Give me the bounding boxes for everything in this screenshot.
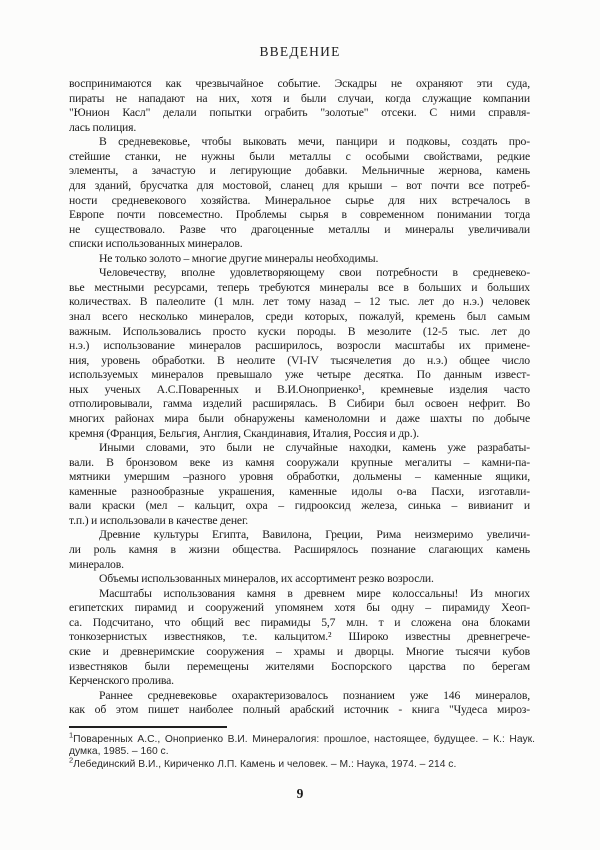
text-line: Масштабы использования камня в древнем мире колоссальны! Из многих bbox=[99, 586, 530, 600]
text-line: используемых минералов превышало уже четыре десятка. По данным извест- bbox=[69, 368, 530, 382]
text-line: н.э.) использование минералов расширилось, возросли масштабы их примене- bbox=[69, 339, 530, 353]
page-heading: ВВЕДЕНИЕ bbox=[259, 44, 341, 59]
text-line: кремня (Франция, Бельгия, Англия, Скандинавия, Италия, Россия и др.). bbox=[69, 426, 420, 440]
text-line: не существовало. Разве что драгоценные металлы и минералы увеличивали bbox=[69, 222, 530, 236]
footnote-marker: 2 bbox=[69, 755, 74, 765]
text-line: "Юнион Касл" делали попытки ограбить "золотые" отсеки. С ними справля- bbox=[69, 106, 530, 120]
footnotes-section bbox=[69, 730, 535, 771]
text-line: для зданий, брусчатка для мостовой, сланец для крыши – вот почти все потреб- bbox=[69, 178, 530, 192]
text-line: ли роль камня в жизни общества. Расширялось познание слагающих камень bbox=[69, 543, 530, 556]
footnote-marker: 1 bbox=[69, 730, 74, 740]
page-number: 9 bbox=[296, 786, 304, 801]
text-line: пираты не нападают на них, хотя и были случаи, когда служащие компании bbox=[69, 91, 530, 105]
body-text bbox=[69, 77, 530, 718]
text-line: Раннее средневековье охарактеризовалось познанием уже 146 минералов, bbox=[99, 688, 530, 702]
text-line: списки использованных минералов. bbox=[69, 237, 243, 251]
text-line: тонкозернистых известняков, т.е. кальцитом.² Широко известны древнегрече- bbox=[69, 630, 530, 644]
text-line: вали краски (мел – кальцит, охра – гидрооксид железа, синька – вивианит и bbox=[69, 499, 530, 513]
text-line: Не только золото – многие другие минералы необходимы. bbox=[99, 251, 379, 265]
text-line: мятники умершим –разного уровня обработки, дольмены – каменные ящики, bbox=[69, 470, 530, 484]
text-line: Иными словами, это были не случайные находки, камень уже разрабаты- bbox=[99, 441, 530, 455]
text-line: как об этом пишет наиболее полный арабский источник - книга "Чудеса мироз- bbox=[69, 703, 530, 717]
text-line: В средневековье, чтобы выковать мечи, панцири и подковы, создать про- bbox=[99, 135, 530, 149]
text-line: египетских пирамид и сооружений упомянем хотя бы одну – пирамиду Хеоп- bbox=[69, 601, 530, 615]
text-line: минералов. bbox=[69, 557, 124, 571]
text-line: стейшие станки, не нужны были металлы с особыми свойствами, редкие bbox=[69, 149, 530, 163]
footnote-text: Лебединский В.И., Кириченко Л.П. Камень и человек. – М.: Наука, 1974. – 214 с. bbox=[73, 758, 457, 770]
text-line: ские и древнеримские сооружения – храмы и дворцы. Многие тысячи кубов bbox=[69, 644, 530, 658]
text-line: важным. Использовались просто куски породы. В мезолите (12-5 тыс. лет до bbox=[69, 324, 530, 338]
text-line: Керченского пролива. bbox=[69, 674, 174, 688]
text-line: са. Подсчитано, что общий вес пирамиды 5,7 млн. т и сложена она блоками bbox=[69, 615, 530, 629]
text-line: многих районах мира были обнаружены каменоломни и даже шахты по добыче bbox=[69, 411, 530, 425]
text-line: т.п.) и использовали в качестве денег. bbox=[69, 513, 249, 527]
text-line: лась полиция. bbox=[69, 120, 137, 134]
text-line: Объемы использованных минералов, их ассортимент резко возросли. bbox=[99, 572, 434, 586]
text-line: ния, уровень обработки. В неолите (VI-IV тысячелетия до н.э.) общее число bbox=[69, 353, 530, 367]
text-line: элементы, а зачастую и легирующие добавки. Мельничные жернова, камень bbox=[69, 164, 530, 178]
text-line: Древние культуры Египта, Вавилона, Греции, Рима неизмеримо увеличи- bbox=[99, 528, 530, 542]
text-line: каменные разнообразные украшения, каменные идолы о-ва Пасхи, изготавли- bbox=[69, 484, 530, 498]
footnote-1 bbox=[69, 730, 535, 759]
text-line: ности средневекового хозяйства. Минеральное сырье для них встречалось в bbox=[69, 193, 530, 207]
text-line: количествах. В палеолите (1 млн. лет тому назад – 12 тыс. лет до н.э.) человек bbox=[69, 295, 530, 309]
text-line: известняков были перемещены жителями Боспорского царства по берегам bbox=[69, 659, 530, 673]
footnote-2 bbox=[69, 755, 535, 771]
text-line: ных ученых А.С.Поваренных и В.И.Оноприенко¹, кремневые изделия часто bbox=[69, 382, 530, 396]
footnote-separator bbox=[69, 726, 227, 728]
footnote-text: Поваренных А.С., Оноприенко В.И. Минералогия: прошлое, настоящее, будущее. – К.: Наук. думка, 1985. – 160 с. bbox=[69, 734, 535, 758]
text-line: воспринимаются как чрезвычайное событие. Эскадры не охраняют эти суда, bbox=[69, 77, 530, 90]
text-line: Европе почти повсеместно. Проблемы сырья в современном понимании тогда bbox=[69, 208, 530, 222]
text-line: отполировывали, гамма изделий расширялась. В Сибири был освоен нефрит. Во bbox=[69, 397, 530, 411]
text-line: знал всего несколько минералов, среди которых, пожалуй, кремень был самым bbox=[69, 310, 530, 323]
text-line: вье местными ресурсами, теперь требуются минералы все в больших и больших bbox=[69, 280, 530, 294]
text-line: Человечеству, вполне удовлетворяющему свои потребности в средневеко- bbox=[99, 266, 530, 280]
text-line: вали. В бронзовом веке из камня сооружали крупные мегалиты – камни-па- bbox=[69, 455, 530, 469]
